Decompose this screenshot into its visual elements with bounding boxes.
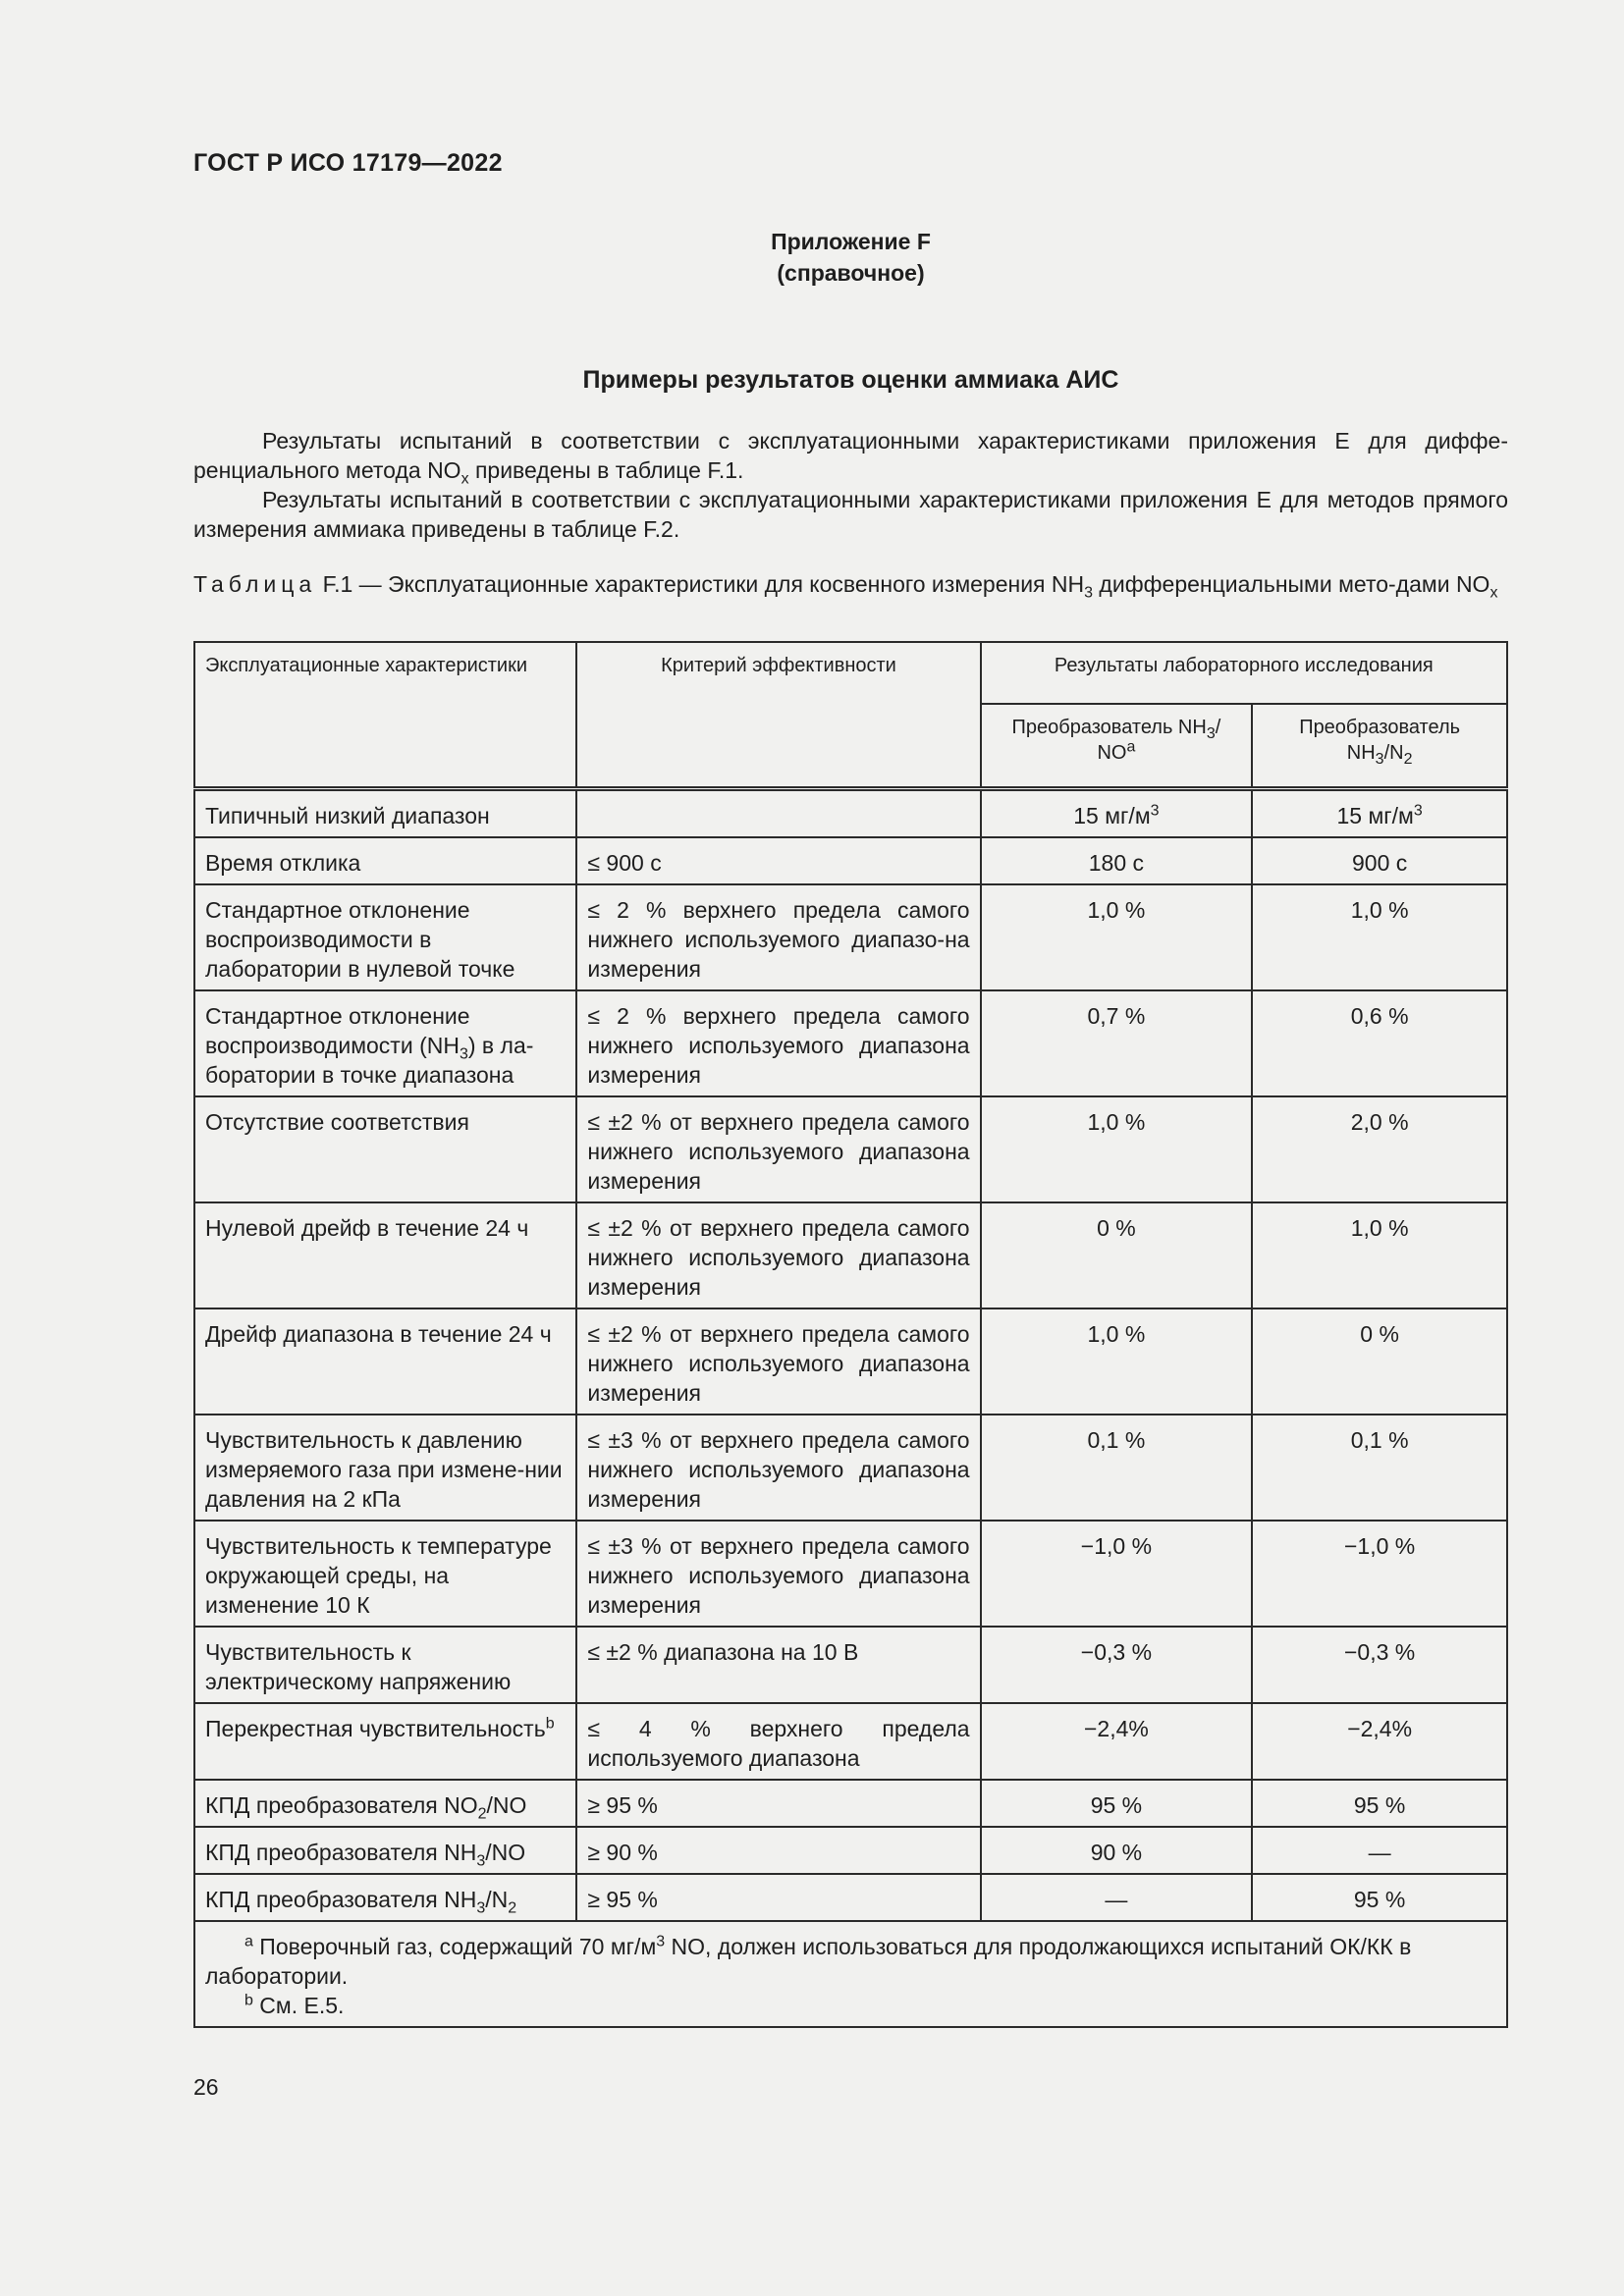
cell-result-nh3-no: 0,1 % — [981, 1415, 1253, 1521]
cell-characteristic: Типичный низкий диапазон — [194, 788, 576, 837]
cell-result-nh3-no: −0,3 % — [981, 1627, 1253, 1703]
cell-result-nh3-no: 0,7 % — [981, 990, 1253, 1096]
cell-criterion: ≤ 2 % верхнего предела самого нижнего используемого диапазона измерения — [576, 990, 980, 1096]
cell-characteristic: Чувствительность к давлению измеряемого газа при измене-нии давления на 2 кПа — [194, 1415, 576, 1521]
cell-characteristic: КПД преобразователя $NH_3/NO$ — [194, 1827, 576, 1874]
body-text — [193, 426, 1508, 544]
table-row — [194, 1521, 1507, 1627]
standard-code: ГОСТ Р ИСО 17179—2022 — [193, 149, 503, 177]
cell-criterion: ≤ ±2 % от верхнего предела самого нижнего используемого диапазона измерения — [576, 1308, 980, 1415]
cell-characteristic: Отсутствие соответствия — [194, 1096, 576, 1202]
cell-result-nh3-n2: 2,0 % — [1252, 1096, 1507, 1202]
cell-result-nh3-no: 1,0 % — [981, 884, 1253, 990]
cell-criterion: ≤ 2 % верхнего предела самого нижнего используемого диапазо-на измерения — [576, 884, 980, 990]
cell-criterion: ≥ 95 % — [576, 1780, 980, 1827]
cell-criterion: ≤ ±2 % от верхнего предела самого нижнего используемого диапазона измерения — [576, 1096, 980, 1202]
cell-result-nh3-no: −1,0 % — [981, 1521, 1253, 1627]
footnote-b: $^b$ См. Е.5. — [244, 1991, 345, 2018]
cell-criterion: ≤ ±2 % от верхнего предела самого нижнего используемого диапазона измерения — [576, 1202, 980, 1308]
header-criterion: Критерий эффективности — [576, 642, 980, 788]
table-row — [194, 1415, 1507, 1521]
table-row — [194, 1627, 1507, 1703]
paragraph-1: Результаты испытаний в соответствии с эксплуатационными характеристиками приложения Е для диффе-ренциального метода $NO_x$ приведены в таблице F.1. — [193, 428, 1508, 488]
cell-result-nh3-n2: 900 с — [1252, 837, 1507, 884]
table-row — [194, 1780, 1507, 1827]
table-caption: Таблица F.1 — Эксплуатационные характеристики для косвенного измерения $NH_3$ дифференциальными мето-дами $NO_x$ — [193, 571, 1498, 602]
cell-result-nh3-no: 1,0 % — [981, 1308, 1253, 1415]
cell-criterion: ≤ 900 с — [576, 837, 980, 884]
table-row — [194, 1874, 1507, 1921]
table-row — [194, 884, 1507, 990]
annex-heading — [193, 226, 1508, 289]
cell-result-nh3-n2: 95 % — [1252, 1780, 1507, 1827]
cell-result-nh3-n2: — — [1252, 1827, 1507, 1874]
cell-result-nh3-no: 0 % — [981, 1202, 1253, 1308]
header-results-group: Результаты лабораторного исследования — [981, 642, 1507, 704]
table-row — [194, 1308, 1507, 1415]
cell-characteristic: Дрейф диапазона в течение 24 ч — [194, 1308, 576, 1415]
cell-result-nh3-no: 180 с — [981, 837, 1253, 884]
table-footnotes — [194, 1921, 1507, 2027]
cell-characteristic: Стандартное отклонение воспроизводимости $(NH_3)$ в ла-боратории в точке диапазона — [194, 990, 576, 1096]
cell-result-nh3-no: 15 $мг/м^3$ — [981, 788, 1253, 837]
table-header-row — [194, 642, 1507, 704]
cell-characteristic: Нулевой дрейф в течение 24 ч — [194, 1202, 576, 1308]
paragraph-2: Результаты испытаний в соответствии с эксплуатационными характеристиками приложения Е для методов прямого измерения аммиака приведены в таблице F.2. — [193, 487, 1508, 542]
table-row — [194, 1202, 1507, 1308]
cell-result-nh3-n2: −2,4% — [1252, 1703, 1507, 1780]
table-footnotes-row — [194, 1921, 1507, 2027]
cell-criterion: ≤ ±2 % диапазона на 10 В — [576, 1627, 980, 1703]
cell-criterion: ≥ 90 % — [576, 1827, 980, 1874]
table-row — [194, 1096, 1507, 1202]
cell-criterion: ≤ ±3 % от верхнего предела самого нижнего используемого диапазона измерения — [576, 1415, 980, 1521]
cell-characteristic: Чувствительность к электрическому напряжению — [194, 1627, 576, 1703]
cell-result-nh3-n2: 0,1 % — [1252, 1415, 1507, 1521]
cell-criterion: ≤ 4 % верхнего предела используемого диапазона — [576, 1703, 980, 1780]
footnote-a: $^a$ Поверочный газ, содержащий 70 $мг/м^3$ NO, должен использоваться для продолжающихся испытаний ОК/КК в лаборатории. — [205, 1932, 1412, 1989]
header-converter-nh3-no: Преобразователь $NH_3/$ $NO^a$ — [981, 704, 1253, 788]
cell-criterion — [576, 788, 980, 837]
cell-characteristic: Перекрестная чувствительность$^b$ — [194, 1703, 576, 1780]
cell-result-nh3-n2: 1,0 % — [1252, 884, 1507, 990]
cell-characteristic: КПД преобразователя $NH_3/N_2$ — [194, 1874, 576, 1921]
table-row — [194, 1827, 1507, 1874]
header-characteristic: Эксплуатационные характеристики — [194, 642, 576, 788]
cell-result-nh3-no: −2,4% — [981, 1703, 1253, 1780]
section-title: Примеры результатов оценки аммиака АИС — [582, 366, 1119, 394]
cell-result-nh3-no: 95 % — [981, 1780, 1253, 1827]
cell-result-nh3-no: 1,0 % — [981, 1096, 1253, 1202]
cell-result-nh3-n2: 95 % — [1252, 1874, 1507, 1921]
cell-result-nh3-no: — — [981, 1874, 1253, 1921]
annex-title: Приложение F — [771, 229, 931, 254]
cell-result-nh3-n2: 0,6 % — [1252, 990, 1507, 1096]
cell-criterion: ≥ 95 % — [576, 1874, 980, 1921]
cell-characteristic: Время отклика — [194, 837, 576, 884]
cell-result-nh3-n2: −0,3 % — [1252, 1627, 1507, 1703]
cell-characteristic: КПД преобразователя $NO_2/NO$ — [194, 1780, 576, 1827]
cell-result-nh3-n2: 0 % — [1252, 1308, 1507, 1415]
table-row — [194, 837, 1507, 884]
cell-result-nh3-n2: 15 $мг/м^3$ — [1252, 788, 1507, 837]
table-row — [194, 788, 1507, 837]
cell-characteristic: Стандартное отклонение воспроизводимости в лаборатории в нулевой точке — [194, 884, 576, 990]
cell-result-nh3-n2: −1,0 % — [1252, 1521, 1507, 1627]
performance-table — [193, 641, 1508, 2028]
cell-result-nh3-n2: 1,0 % — [1252, 1202, 1507, 1308]
table-row — [194, 990, 1507, 1096]
page-number: 26 — [193, 2074, 219, 2100]
cell-result-nh3-no: 90 % — [981, 1827, 1253, 1874]
cell-characteristic: Чувствительность к температуре окружающей среды, на изменение 10 К — [194, 1521, 576, 1627]
header-converter-nh3-n2: Преобразователь $NH_3/N_2$ — [1252, 704, 1507, 788]
annex-status: (справочное) — [777, 260, 925, 286]
table-row — [194, 1703, 1507, 1780]
cell-criterion: ≤ ±3 % от верхнего предела самого нижнего используемого диапазона измерения — [576, 1521, 980, 1627]
